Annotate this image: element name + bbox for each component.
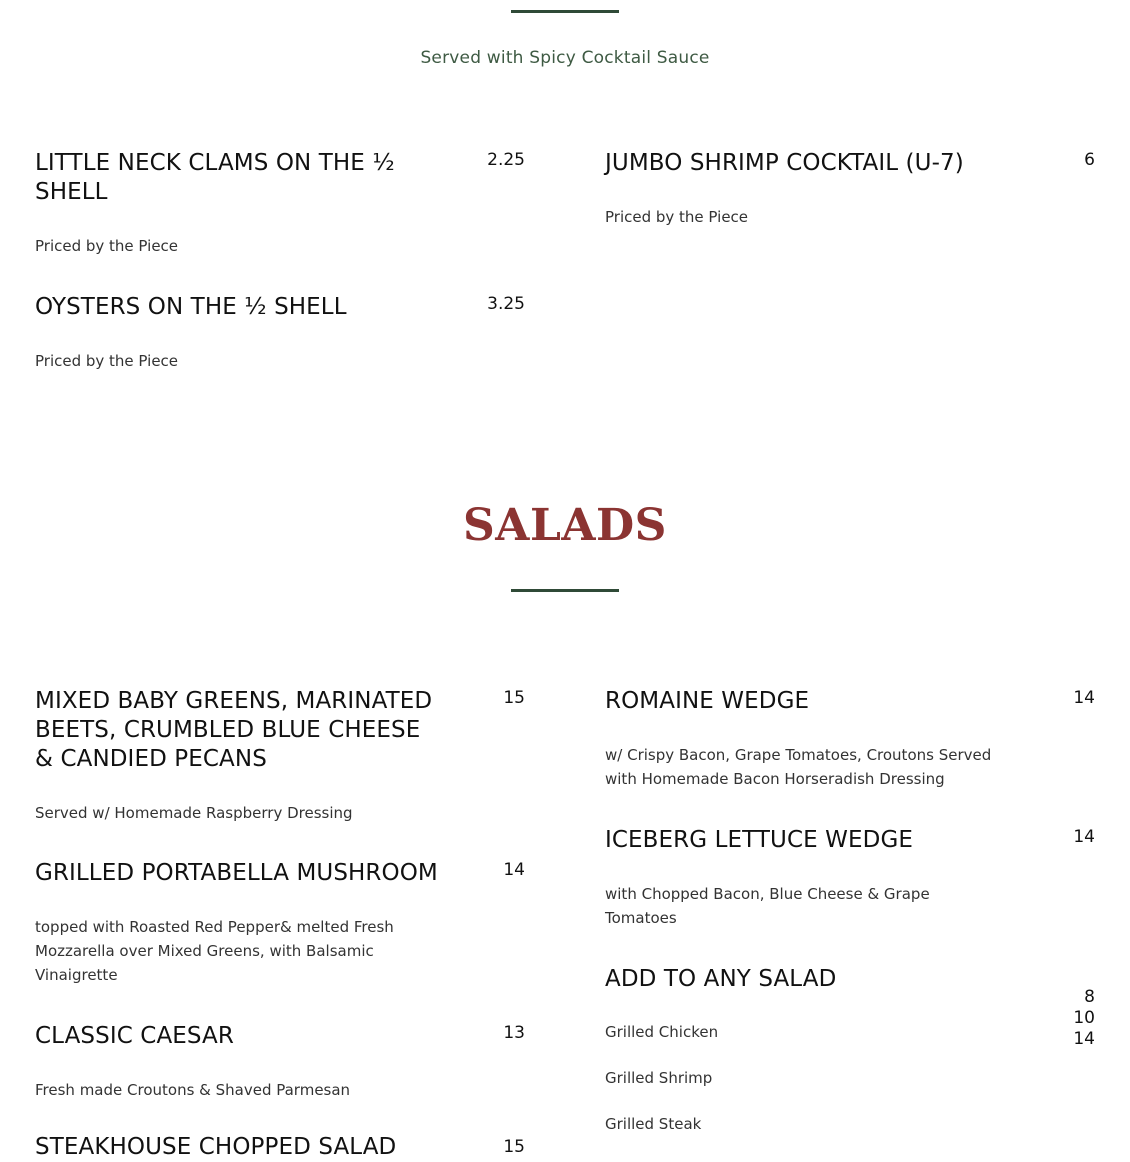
menu-item-name: ICEBERG LETTUCE WEDGE: [605, 827, 914, 853]
menu-item-description: Fresh made Croutons & Shaved Parmesan: [35, 1081, 351, 1099]
menu-item-price: 13: [503, 1023, 525, 1043]
menu-item-steakhouse-chopped-salad: [35, 1133, 435, 1162]
menu-item-price: 14: [503, 860, 525, 880]
menu-item-name: STEAKHOUSE CHOPPED SALAD: [35, 1134, 397, 1160]
menu-item-price: 14: [1073, 688, 1095, 708]
menu-item-price: 14: [1073, 827, 1095, 847]
menu-item-oysters: [35, 293, 435, 373]
section-divider-salads: [511, 589, 619, 592]
menu-item-price: 15: [503, 688, 525, 708]
menu-item-name: ADD TO ANY SALAD: [605, 966, 837, 992]
menu-item-price: 2.25: [487, 150, 525, 170]
menu-item-description: Priced by the Piece: [35, 352, 179, 370]
menu-item-name: MIXED BABY GREENS, MARINATED BEETS, CRUMBLED BLUE CHEESE & CANDIED PECANS: [35, 688, 433, 772]
add-on-price-shrimp: 10: [1073, 1008, 1095, 1028]
menu-item-price: 6: [1084, 150, 1095, 170]
add-on-option-chicken: Grilled Chicken: [605, 1023, 719, 1041]
menu-item-name: LITTLE NECK CLAMS ON THE ½ SHELL: [35, 150, 395, 205]
add-on-option-steak: Grilled Steak: [605, 1115, 702, 1133]
menu-item-price: 3.25: [487, 294, 525, 314]
menu-item-name: OYSTERS ON THE ½ SHELL: [35, 294, 347, 320]
section-title-salads: SALADS: [463, 500, 667, 551]
section-divider-raw-bar: [511, 10, 619, 13]
menu-item-description: with Chopped Bacon, Blue Cheese & Grape Tomatoes: [605, 885, 930, 927]
raw-bar-subtitle: Served with Spicy Cocktail Sauce: [420, 48, 710, 68]
menu-item-description: Priced by the Piece: [605, 208, 749, 226]
menu-item-price: 15: [503, 1137, 525, 1157]
menu-item-classic-caesar: [35, 1022, 435, 1102]
add-on-option-shrimp: Grilled Shrimp: [605, 1069, 713, 1087]
add-on-price-steak: 14: [1073, 1029, 1095, 1049]
add-on-price-chicken: 8: [1084, 987, 1095, 1007]
menu-item-name: JUMBO SHRIMP COCKTAIL (U-7): [605, 150, 964, 176]
menu-item-grilled-portabella: [35, 859, 465, 987]
menu-item-mixed-baby-greens: [35, 687, 435, 825]
menu-item-name: GRILLED PORTABELLA MUSHROOM: [35, 860, 438, 886]
menu-item-name: ROMAINE WEDGE: [605, 688, 810, 714]
menu-item-description: w/ Crispy Bacon, Grape Tomatoes, Croutons Served with Homemade Bacon Horseradish Dressing: [605, 746, 992, 788]
menu-item-jumbo-shrimp-cocktail: [605, 149, 1025, 229]
menu-item-description: Priced by the Piece: [35, 237, 179, 255]
menu-item-add-to-any-salad: [605, 965, 1025, 994]
menu-item-little-neck-clams: [35, 149, 435, 258]
menu-item-romaine-wedge: [605, 687, 1025, 791]
menu-item-description: Served w/ Homemade Raspberry Dressing: [35, 804, 353, 822]
menu-item-description: topped with Roasted Red Pepper& melted Fresh Mozzarella over Mixed Greens, with Balsamic Vinaigrette: [35, 918, 394, 984]
menu-item-name: CLASSIC CAESAR: [35, 1023, 234, 1049]
menu-item-iceberg-lettuce-wedge: [605, 826, 1025, 930]
